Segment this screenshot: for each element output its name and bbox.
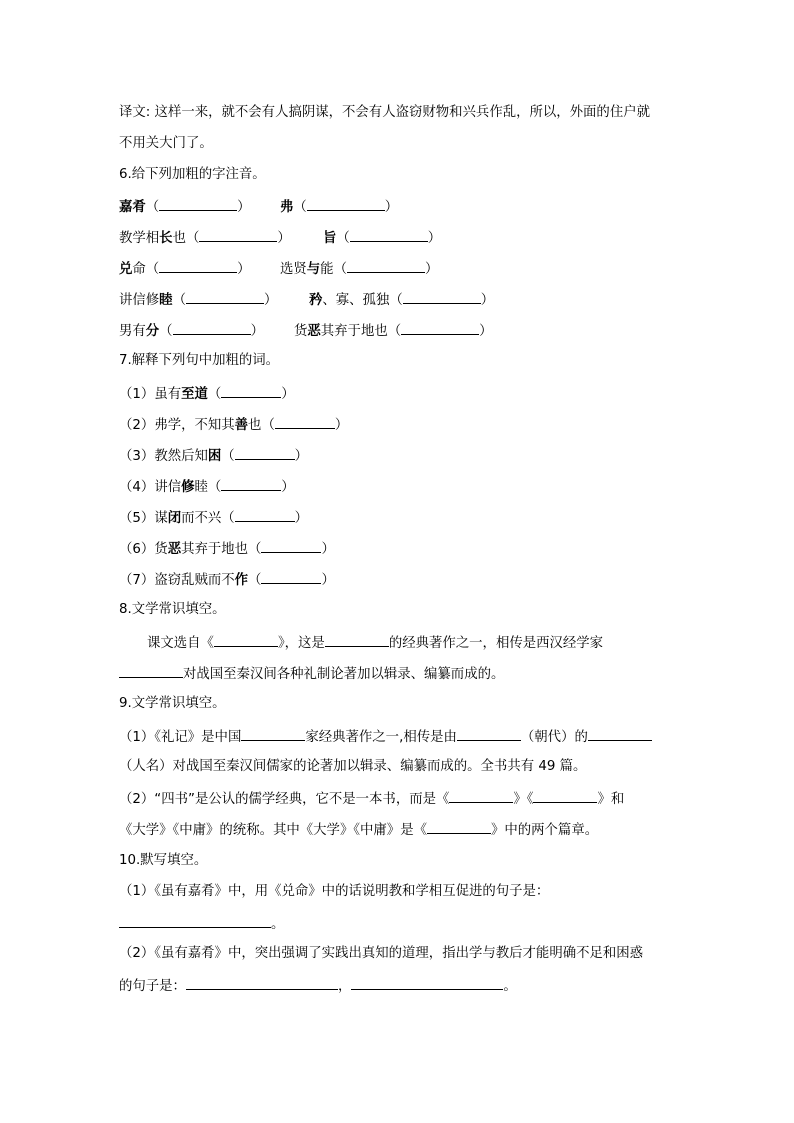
q6-item-1: 嘉肴（ ） [119, 200, 251, 215]
q6-row-4 [119, 289, 495, 311]
q8-line-1: 课文选自《 》，这是 的经典著作之一，相传是西汉经学家 [147, 632, 603, 654]
answer-blank[interactable] [186, 975, 338, 990]
q7-item-2: （2）弗学，不知其善也（ ） [119, 414, 348, 436]
q6-row-1 [119, 196, 399, 218]
q6-item-7: 讲信修睦（ ） [119, 293, 277, 308]
answer-blank[interactable] [351, 975, 503, 990]
q10-sub-2-line-2: 的句子是： ， 。 [119, 975, 517, 997]
q6-item-2: 弗（ ） [280, 196, 398, 218]
answer-blank[interactable] [325, 632, 389, 647]
q9-sub-1-line-2: （人名）对战国至秦汉间儒家的论著加以辑录、编纂而成的。全书共有 49 篇。 [119, 759, 587, 774]
answer-blank[interactable] [261, 569, 321, 584]
q6-item-5: 兑命（ ） [119, 262, 251, 277]
q9-sub-1-line-1: （1）《礼记》是中国 家经典著作之一,相传是由 （朝代）的 [119, 726, 652, 748]
answer-blank[interactable] [588, 726, 652, 741]
q7-item-1: （1）虽有至道（ ） [119, 383, 295, 405]
answer-blank[interactable] [214, 632, 278, 647]
answer-blank[interactable] [241, 726, 305, 741]
translation-line-2: 不用关大门了。 [119, 136, 213, 151]
q6-item-10: 货恶其弃于地也（ ） [294, 320, 493, 342]
answer-blank[interactable] [221, 476, 281, 491]
answer-blank[interactable] [533, 788, 597, 803]
q7-item-3: （3）教然后知困（ ） [119, 445, 308, 467]
answer-blank[interactable] [119, 913, 271, 928]
q7-item-4: （4）讲信修睦（ ） [119, 476, 295, 498]
answer-blank[interactable] [401, 320, 479, 335]
answer-blank[interactable] [159, 196, 237, 211]
translation-line-1: 译文: 这样一来，就不会有人搞阴谋，不会有人盗窃财物和兴兵作乱，所以，外面的住户就 [119, 105, 650, 120]
q7-item-5: （5）谋闭而不兴（ ） [119, 507, 308, 529]
q8-line-2: 对战国至秦汉间各种礼制论著加以辑录、编纂而成的。 [119, 663, 504, 685]
answer-blank[interactable] [449, 788, 513, 803]
q6-item-4: 旨（ ） [323, 227, 441, 249]
answer-blank[interactable] [261, 538, 321, 553]
q10-title: 10.默写填空。 [119, 853, 208, 868]
answer-blank[interactable] [221, 383, 281, 398]
answer-blank[interactable] [199, 227, 277, 242]
q6-item-9: 男有分（ ） [119, 324, 264, 339]
answer-blank[interactable] [235, 507, 295, 522]
q9-sub-2-line-1: （2）“四书”是公认的儒学经典，它不是一本书，而是《 》《 》和 [119, 788, 624, 810]
answer-blank[interactable] [275, 414, 335, 429]
q6-item-3: 教学相长也（ ） [119, 231, 291, 246]
answer-blank[interactable] [457, 726, 521, 741]
answer-blank[interactable] [159, 258, 237, 273]
q10-sub-1-line-1: （1）《虽有嘉肴》中，用《兑命》中的话说明教和学相互促进的句子是： [119, 884, 550, 899]
answer-blank[interactable] [119, 663, 183, 678]
answer-blank[interactable] [347, 258, 425, 273]
q7-item-7: （7）盗窃乱贼而不作（ ） [119, 569, 335, 591]
q7-title: 7.解释下列句中加粗的词。 [119, 353, 280, 368]
answer-blank[interactable] [186, 289, 264, 304]
q6-row-3 [119, 258, 439, 280]
answer-blank[interactable] [307, 196, 385, 211]
answer-blank[interactable] [173, 320, 251, 335]
q9-title: 9.文学常识填空。 [119, 696, 226, 711]
q9-sub-2-line-2: 《大学》《中庸》的统称。其中《大学》《中庸》是《 》中的两个篇章。 [119, 819, 598, 841]
q6-title: 6.给下列加粗的字注音。 [119, 167, 266, 182]
q10-sub-2-line-1: （2）《虽有嘉肴》中，突出强调了实践出真知的道理，指出学与教后才能明确不足和困惑 [119, 946, 644, 961]
q10-sub-1-line-2: 。 [119, 913, 284, 935]
q6-row-5 [119, 320, 493, 342]
q6-row-2 [119, 227, 442, 249]
answer-blank[interactable] [350, 227, 428, 242]
q7-item-6: （6）货恶其弃于地也（ ） [119, 538, 335, 560]
answer-blank[interactable] [403, 289, 481, 304]
answer-blank[interactable] [427, 819, 491, 834]
q6-item-8: 矜、寡、孤独（ ） [309, 289, 494, 311]
q8-title: 8.文学常识填空。 [119, 602, 226, 617]
answer-blank[interactable] [235, 445, 295, 460]
q6-item-6: 选贤与能（ ） [280, 258, 438, 280]
